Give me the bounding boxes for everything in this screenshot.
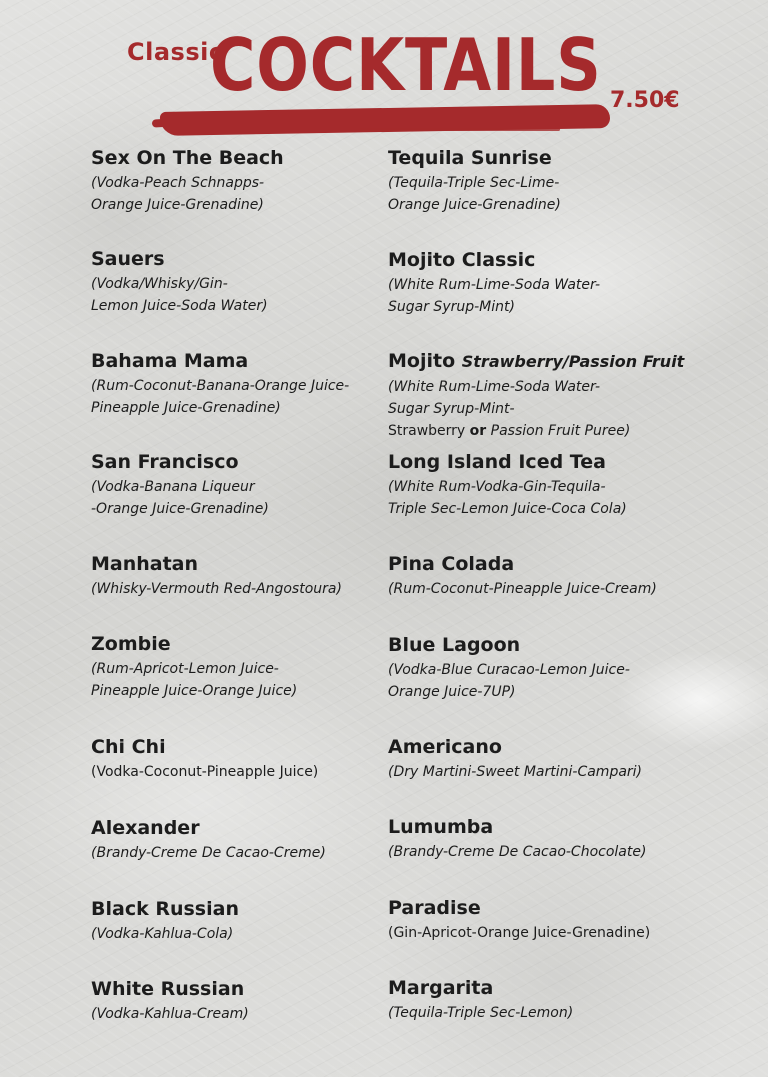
- cocktail-name: Pina Colada: [388, 553, 515, 575]
- cocktail-variant: Strawberry/Passion Fruit: [461, 352, 685, 371]
- cocktail-ingredients: (Vodka-Blue Curacao-Lemon Juice-: [388, 662, 630, 678]
- cocktail-ingredients: Pineapple Juice-Grenadine): [91, 400, 281, 416]
- cocktail-name: Chi Chi: [91, 736, 166, 758]
- cocktail-item: [91, 146, 284, 216]
- cocktail-ingredients: Sugar Syrup-Mint): [388, 299, 515, 315]
- cocktail-item: [91, 247, 268, 317]
- cocktail-name: Black Russian: [91, 898, 239, 920]
- cocktail-ingredients: (Brandy-Creme De Cacao-Creme): [91, 845, 326, 861]
- cocktail-name: Manhatan: [91, 553, 199, 575]
- brush-stroke-streak: [360, 128, 560, 131]
- cocktail-ingredients: (Vodka-Peach Schnapps-: [91, 175, 265, 191]
- cocktail-name: Alexander: [91, 817, 200, 839]
- cocktail-name: Margarita: [388, 977, 494, 999]
- cocktail-ingredients: Sugar Syrup-Mint-: [388, 401, 515, 417]
- cocktail-ingredients: (White Rum-Lime-Soda Water-: [388, 379, 601, 395]
- cocktail-ingredients: -Orange Juice-Grenadine): [91, 501, 269, 517]
- cocktail-name: Mojito: [388, 350, 456, 372]
- cocktail-name: Paradise: [388, 897, 481, 919]
- cocktail-name: White Russian: [91, 978, 245, 1000]
- ingredient-option: Passion Fruit Puree): [490, 423, 631, 439]
- cocktail-name: Sex On The Beach: [91, 147, 284, 169]
- cocktail-ingredients: (Rum-Coconut-Banana-Orange Juice-: [91, 378, 350, 394]
- cocktail-ingredients: Pineapple Juice-Orange Juice): [91, 683, 298, 699]
- cocktail-name: Long Island Iced Tea: [388, 451, 606, 473]
- cocktail-ingredients: (Dry Martini-Sweet Martini-Campari): [388, 764, 643, 780]
- cocktail-item: [388, 815, 646, 863]
- cocktail-ingredients: Orange Juice-7UP): [388, 684, 516, 700]
- cocktail-ingredients: (White Rum-Lime-Soda Water-: [388, 277, 601, 293]
- cocktail-name: San Francisco: [91, 451, 239, 473]
- classic-label: Classic: [127, 38, 224, 66]
- price-label: 7.50€: [610, 88, 680, 113]
- cocktail-ingredients: Orange Juice-Grenadine): [91, 197, 264, 213]
- cocktail-ingredients: (Whisky-Vermouth Red-Angostoura): [91, 581, 342, 597]
- cocktail-ingredients: Lemon Juice-Soda Water): [91, 298, 268, 314]
- cocktail-ingredients: (Vodka-Coconut-Pineapple Juice): [91, 764, 319, 780]
- cocktail-ingredients: (Tequila-Triple Sec-Lime-: [388, 175, 560, 191]
- cocktail-ingredients: (Gin-Apricot-Orange Juice-Grenadine): [388, 925, 651, 941]
- cocktail-item: [91, 735, 318, 783]
- cocktail-ingredients: (Brandy-Creme De Cacao-Chocolate): [388, 844, 647, 860]
- cocktail-item: [388, 349, 684, 442]
- cocktail-ingredients: (White Rum-Vodka-Gin-Tequila-: [388, 479, 606, 495]
- cocktail-item: [388, 146, 561, 216]
- cocktail-ingredients: (Vodka-Kahlua-Cream): [91, 1006, 249, 1022]
- cocktails-title: COCKTAILS: [210, 23, 602, 107]
- cocktail-item: [91, 897, 239, 945]
- cocktail-ingredients: (Vodka-Banana Liqueur: [91, 479, 255, 495]
- cocktail-item: [91, 632, 297, 702]
- cocktail-ingredients: (Vodka/Whisky/Gin-: [91, 276, 228, 292]
- menu-header: [0, 0, 768, 145]
- cocktail-name: Tequila Sunrise: [388, 147, 552, 169]
- cocktail-ingredients: (Rum-Apricot-Lemon Juice-: [91, 661, 279, 677]
- cocktail-item: [91, 816, 326, 864]
- cocktail-item: [388, 248, 600, 318]
- cocktail-name: Lumumba: [388, 816, 494, 838]
- cocktail-name: Zombie: [91, 633, 171, 655]
- cocktail-name-with-variant: [388, 349, 684, 374]
- or-word: or: [469, 423, 487, 439]
- cocktail-name: Blue Lagoon: [388, 634, 521, 656]
- cocktail-ingredients: (Vodka-Kahlua-Cola): [91, 926, 234, 942]
- cocktail-item: [388, 633, 630, 703]
- cocktail-item: [91, 450, 269, 520]
- cocktail-item: [91, 349, 349, 419]
- cocktail-item: [91, 977, 249, 1025]
- ingredient-option: Strawberry: [388, 423, 466, 439]
- cocktail-name: Sauers: [91, 248, 165, 270]
- cocktail-item: [388, 552, 657, 600]
- cocktail-item: [388, 735, 642, 783]
- cocktail-item: [91, 552, 342, 600]
- cocktail-name: Americano: [388, 736, 502, 758]
- cocktail-ingredients: (Rum-Coconut-Pineapple Juice-Cream): [388, 581, 657, 597]
- cocktail-item: [388, 896, 650, 944]
- cocktail-name: Mojito Classic: [388, 249, 536, 271]
- cocktail-ingredients-choice: [388, 420, 684, 442]
- cocktail-item: [388, 976, 573, 1024]
- cocktail-ingredients: Orange Juice-Grenadine): [388, 197, 561, 213]
- cocktail-ingredients: (Tequila-Triple Sec-Lemon): [388, 1005, 574, 1021]
- cocktail-name: Bahama Mama: [91, 350, 249, 372]
- cocktail-ingredients: Triple Sec-Lemon Juice-Coca Cola): [388, 501, 627, 517]
- cocktail-item: [388, 450, 627, 520]
